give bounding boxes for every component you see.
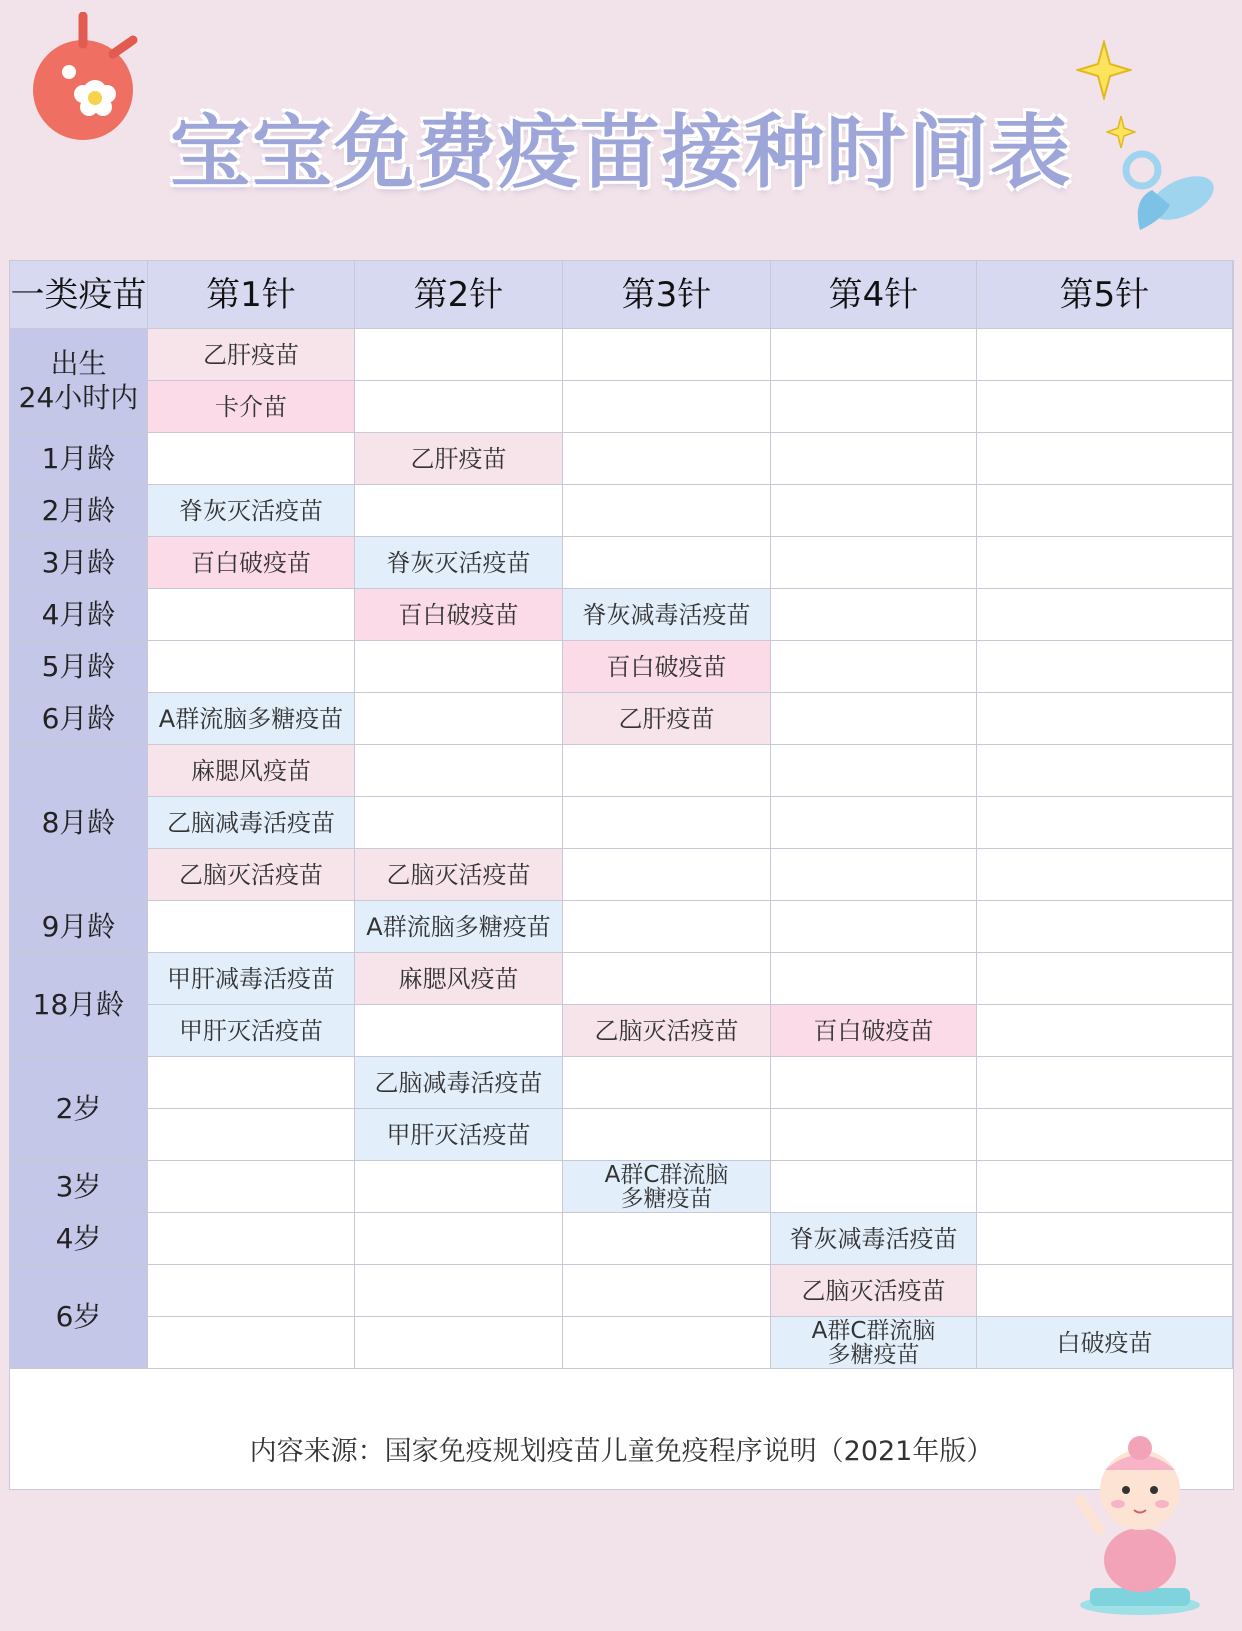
empty-cell [771,433,977,485]
empty-cell [977,693,1233,745]
vaccine-cell: 百白破疫苗 [563,641,771,693]
empty-cell [148,589,355,641]
empty-cell [771,901,977,953]
empty-cell [563,797,771,849]
empty-cell [148,1213,355,1265]
age-label: 8月龄 [10,745,148,901]
empty-cell [563,537,771,589]
vaccine-cell: 乙脑灭活疫苗 [563,1005,771,1057]
vaccine-cell: 百白破疫苗 [355,589,563,641]
age-label: 3岁 [10,1161,148,1213]
vaccine-cell: 白破疫苗 [977,1317,1233,1369]
vaccine-cell: 麻腮风疫苗 [355,953,563,1005]
empty-cell [563,433,771,485]
empty-cell [148,433,355,485]
header-dose-5: 第5针 [977,261,1233,329]
empty-cell [977,849,1233,901]
header-category: 一类疫苗 [10,261,148,329]
empty-cell [148,1057,355,1109]
empty-cell [355,1317,563,1369]
empty-cell [977,485,1233,537]
vaccine-cell: 甲肝减毒活疫苗 [148,953,355,1005]
vaccine-cell: 脊灰灭活疫苗 [148,485,355,537]
empty-cell [148,1265,355,1317]
vaccine-cell: 麻腮风疫苗 [148,745,355,797]
vaccine-cell: 乙脑灭活疫苗 [355,849,563,901]
empty-cell [563,745,771,797]
header-dose-3: 第3针 [563,261,771,329]
empty-cell [977,1161,1233,1213]
empty-cell [977,1057,1233,1109]
vaccine-cell: A群流脑多糖疫苗 [355,901,563,953]
empty-cell [563,329,771,381]
empty-cell [563,953,771,1005]
empty-cell [977,433,1233,485]
vaccine-cell: 百白破疫苗 [148,537,355,589]
empty-cell [355,641,563,693]
empty-cell [771,797,977,849]
empty-cell [771,485,977,537]
vaccine-cell: 脊灰减毒活疫苗 [771,1213,977,1265]
empty-cell [771,1057,977,1109]
source-footer: 内容来源：国家免疫规划疫苗儿童免疫程序说明（2021年版） [10,1407,1233,1489]
empty-cell [977,1213,1233,1265]
empty-cell [355,1161,563,1213]
vaccine-cell: A群流脑多糖疫苗 [148,693,355,745]
vaccine-cell: 脊灰灭活疫苗 [355,537,563,589]
vaccine-cell: 卡介苗 [148,381,355,433]
empty-cell [148,641,355,693]
empty-cell [355,693,563,745]
empty-cell [771,745,977,797]
vaccine-cell: A群C群流脑 多糖疫苗 [771,1317,977,1369]
empty-cell [563,901,771,953]
empty-cell [563,1057,771,1109]
header-dose-1: 第1针 [148,261,355,329]
empty-cell [563,1213,771,1265]
age-label: 6月龄 [10,693,148,745]
age-label: 2岁 [10,1057,148,1161]
empty-cell [977,901,1233,953]
empty-cell [563,485,771,537]
age-label: 3月龄 [10,537,148,589]
empty-cell [771,641,977,693]
age-label: 18月龄 [10,953,148,1057]
empty-cell [355,797,563,849]
empty-cell [977,1109,1233,1161]
baby-illustration-icon [1060,1420,1220,1620]
empty-cell [977,745,1233,797]
empty-cell [977,329,1233,381]
empty-cell [355,1265,563,1317]
age-label: 1月龄 [10,433,148,485]
empty-cell [148,1109,355,1161]
empty-cell [148,901,355,953]
vaccine-cell: 脊灰减毒活疫苗 [563,589,771,641]
age-label: 9月龄 [10,901,148,953]
empty-cell [771,1109,977,1161]
empty-cell [771,1161,977,1213]
empty-cell [355,1213,563,1265]
vaccine-cell: 乙脑减毒活疫苗 [355,1057,563,1109]
age-label: 6岁 [10,1265,148,1369]
empty-cell [977,589,1233,641]
empty-cell [771,849,977,901]
empty-cell [977,1005,1233,1057]
page-title: 宝宝免费疫苗接种时间表 [170,106,1072,199]
vaccine-cell: 百白破疫苗 [771,1005,977,1057]
empty-cell [977,381,1233,433]
empty-cell [771,381,977,433]
vaccine-cell: 甲肝灭活疫苗 [355,1109,563,1161]
vaccine-cell: 甲肝灭活疫苗 [148,1005,355,1057]
empty-cell [771,693,977,745]
empty-cell [355,329,563,381]
vaccine-cell: 乙肝疫苗 [355,433,563,485]
empty-cell [563,381,771,433]
vaccine-cell: 乙脑减毒活疫苗 [148,797,355,849]
empty-cell [771,329,977,381]
empty-cell [563,849,771,901]
age-label: 5月龄 [10,641,148,693]
header-dose-2: 第2针 [355,261,563,329]
empty-cell [148,1317,355,1369]
empty-cell [771,537,977,589]
age-label: 4岁 [10,1213,148,1265]
vaccine-cell: 乙脑灭活疫苗 [148,849,355,901]
age-label: 2月龄 [10,485,148,537]
empty-cell [977,1265,1233,1317]
empty-cell [977,641,1233,693]
empty-cell [355,745,563,797]
vaccine-cell: 乙脑灭活疫苗 [771,1265,977,1317]
empty-cell [355,381,563,433]
empty-cell [355,1005,563,1057]
header-dose-4: 第4针 [771,261,977,329]
vaccine-cell: A群C群流脑 多糖疫苗 [563,1161,771,1213]
age-label: 4月龄 [10,589,148,641]
empty-cell [355,485,563,537]
empty-cell [771,589,977,641]
empty-cell [771,953,977,1005]
age-label: 出生 24小时内 [10,329,148,433]
vaccine-cell: 乙肝疫苗 [563,693,771,745]
empty-cell [563,1109,771,1161]
empty-cell [977,797,1233,849]
vaccine-cell: 乙肝疫苗 [148,329,355,381]
empty-cell [563,1265,771,1317]
empty-cell [977,537,1233,589]
empty-cell [563,1317,771,1369]
vaccine-schedule-table [9,260,1234,1490]
empty-cell [148,1161,355,1213]
empty-cell [977,953,1233,1005]
